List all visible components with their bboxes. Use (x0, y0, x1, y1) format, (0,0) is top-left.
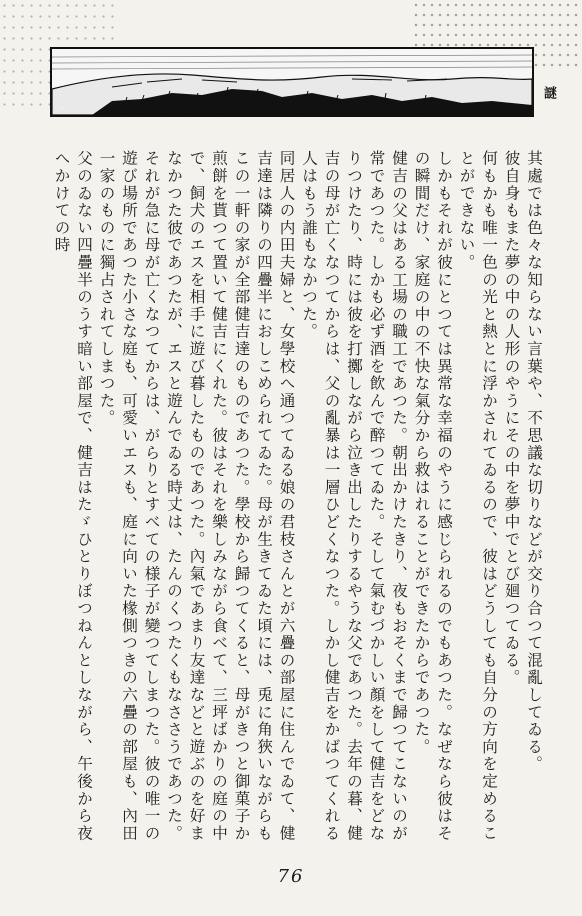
vertical-text-body (40, 150, 545, 858)
paragraph: 健吉の父はある工場の職工であつた。朝出かけたきり、夜もおそくまで歸つてこないのが常であつた。しかも必ず酒を飲んで醉つてゐた。そして氣むづかしい顏をして健吉をどなりつけたり、時には彼を打擲しながら泣き出したりするやうな父であつた。去年の暮、健吉の母が亡くなつてからは、父の亂暴は一層ひどくなつた。しかし健吉をかばつてくれる人はもう誰もなかつた。 (300, 150, 408, 842)
chapter-header-illustration (50, 47, 534, 117)
svg-text:-: - (60, 103, 63, 112)
paragraph: 父のゐない四疊半のうす暗い部屋で、健吉はたゞひとりぼつねんとしながら、午後から夜へかけての時 (52, 150, 93, 842)
paragraph: 彼自身もまた夢の中の人形のやうにその中を夢中でとび廻つてゐる。 (502, 150, 521, 687)
paragraph: 其處では色々な知らない言葉や、不思議な切りなどが交り合つて混亂してゐる。 (525, 150, 543, 773)
section-mark: 謎 (541, 86, 556, 101)
paragraph: それが急に母が亡くなつてからは、がらりとすべての様子が變つてしまつた。彼の唯一の遊び場所であつた小さな庭も、可愛いエスも、庭に向いた椽側つきの六疊の部屋も、內田一家のものに獨占されてしまつた。 (97, 150, 161, 842)
landscape-woodcut-icon (52, 49, 532, 115)
paragraph: しかもそれが彼にとつては異常な幸福のやうに感じられるのでもあつた。なぜなら彼はその瞬間だけ、家庭の中の不快な氣分から救はれることができたからであつた。 (412, 150, 453, 842)
paragraph: 何もかも唯一色の光と熱とに浮かされてゐるので、彼はどうしても自分の方向を定めることができない。 (457, 150, 498, 842)
page-number: 76 (277, 866, 305, 887)
paragraph: 同居人の内田夫婦と、女學校へ通つてゐる娘の君枝さんとが六疊の部屋に住んでゐて、健吉達は隣りの四疊半におしこめられてゐた。母が生きてゐた頃には、兎に角狹いながらもこの一軒の家が全部健吉達のものであつた。學校から歸つてくると、母がきつと御菓子か煎餅を貰つて置いて健吉にくれた。彼はそれを樂しみながら食べて、三坪ばかりの庭の中で、飼犬のエスを相手に遊び暮したものであつた。內氣であまり友達などと遊ぶのを好まなかつた彼であつたが、エスと遊んでゐる時丈は、たんのくつたくもなささうであつた。 (165, 150, 296, 842)
